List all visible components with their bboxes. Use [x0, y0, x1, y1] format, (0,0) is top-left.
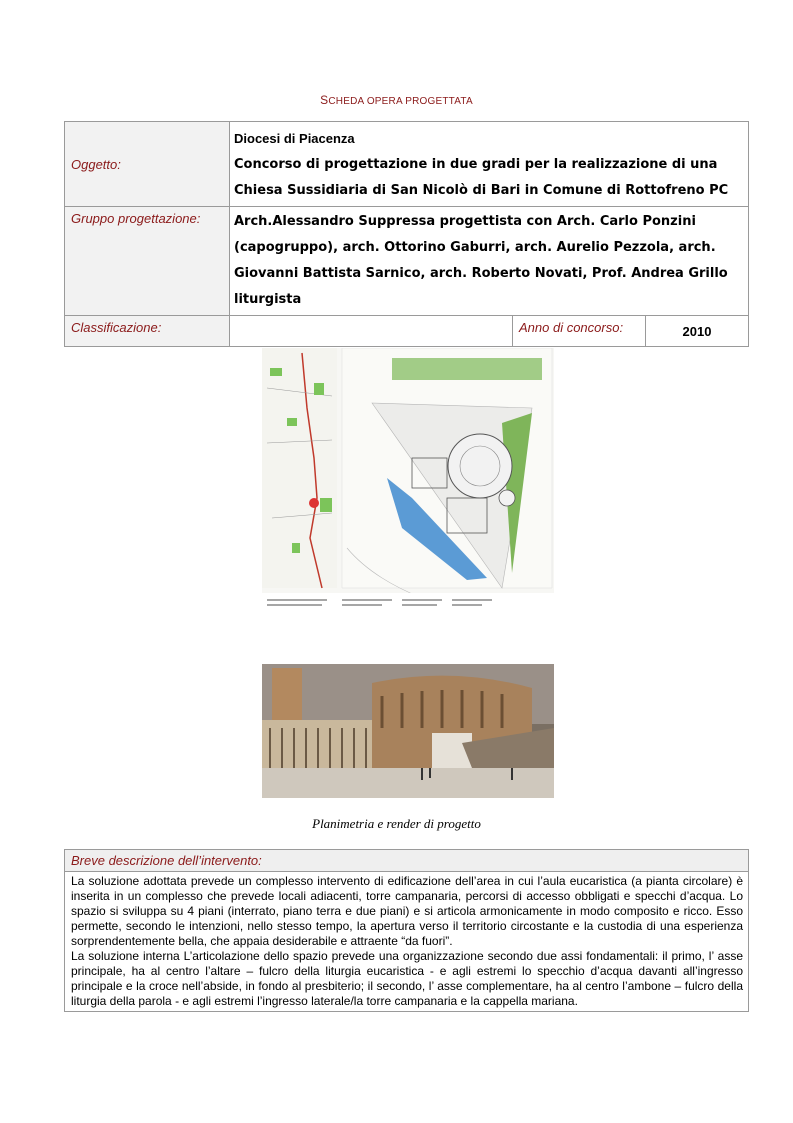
anno-label: Anno di concorso:	[513, 316, 646, 347]
gruppo-label: Gruppo progettazione:	[65, 207, 230, 316]
description-body	[65, 872, 748, 1011]
project-info-table	[64, 121, 749, 347]
chapel	[499, 490, 515, 506]
oggetto-row	[65, 122, 749, 207]
classificazione-row	[65, 316, 749, 347]
gruppo-row	[65, 207, 749, 316]
oggetto-label: Oggetto:	[65, 122, 230, 207]
heading-initial: S	[320, 93, 329, 107]
description-box	[64, 849, 749, 1012]
legend-strip	[262, 593, 554, 611]
oggetto-value	[230, 122, 749, 207]
oggetto-text: Concorso di progettazione in due gradi per la realizzazione di una Chiesa Sussidiaria di San Nicolò di Bari in Comune di Rottofreno PC	[234, 157, 729, 198]
site-marker	[309, 498, 319, 508]
tree-row	[392, 358, 542, 380]
classificazione-value	[230, 316, 513, 347]
green-patch	[320, 498, 332, 512]
description-paragraph-1: La soluzione adottata prevede un complesso intervento di edificazione dell’area in cui l’aula eucaristica (a pianta circolare) è inserita in un complesso che prevede locali adiacenti, torre campanaria, percorsi di accesso obbligati e specchi d’acqua. Lo spazio si sviluppa su 4 piani (interrato, piano terra e due piani) e si articola armonicamente in modo composito e ricco. Esso permette, secondo le intenzioni, nello stesso tempo, la apertura verso il territorio circostante e la custodia di una esperienza sorprendentemente bella, che appaia desiderabile e attraente “da fuori”.	[71, 874, 743, 948]
description-paragraph-2: La soluzione interna L’articolazione dello spazio prevede una organizzazione secondo due assi fondamentali: il primo, l’ asse principale, ha al centro l’altare – fulcro della liturgia eucaristica - e agli estremi lo specchio d’acqua davanti all’ingresso principale e la croce nell’abside, in fondo al presbiterio; il secondo, l’ asse complementare, ha al centro l’ambone – fulcro della liturgia della parola - e agli estremi l’ingresso laterale/la torre campanaria e la cappella mariana.	[71, 949, 743, 1008]
description-header: Breve descrizione dell’intervento:	[65, 850, 748, 872]
green-patch	[292, 543, 300, 553]
church-circle	[448, 434, 512, 498]
green-patch	[314, 383, 324, 395]
classificazione-label: Classificazione:	[65, 316, 230, 347]
plaza	[262, 768, 554, 798]
diocesi-text: Diocesi di Piacenza	[234, 131, 355, 146]
green-patch	[270, 368, 282, 376]
green-patch	[287, 418, 297, 426]
site-plan-and-render-image	[262, 348, 554, 798]
document-heading	[0, 93, 793, 107]
gruppo-value: Arch.Alessandro Suppressa progettista con Arch. Carlo Ponzini (capogruppo), arch. Ottorino Gaburri, arch. Aurelio Pezzola, arch. Giovanni Battista Sarnico, arch. Roberto Novati, Prof. Andrea Grillo liturgista	[230, 207, 749, 316]
figure-caption: Planimetria e render di progetto	[312, 816, 481, 831]
heading-text: CHEDA OPERA PROGETTATA	[328, 96, 473, 107]
anno-value: 2010	[646, 316, 749, 347]
project-figure	[262, 348, 554, 798]
